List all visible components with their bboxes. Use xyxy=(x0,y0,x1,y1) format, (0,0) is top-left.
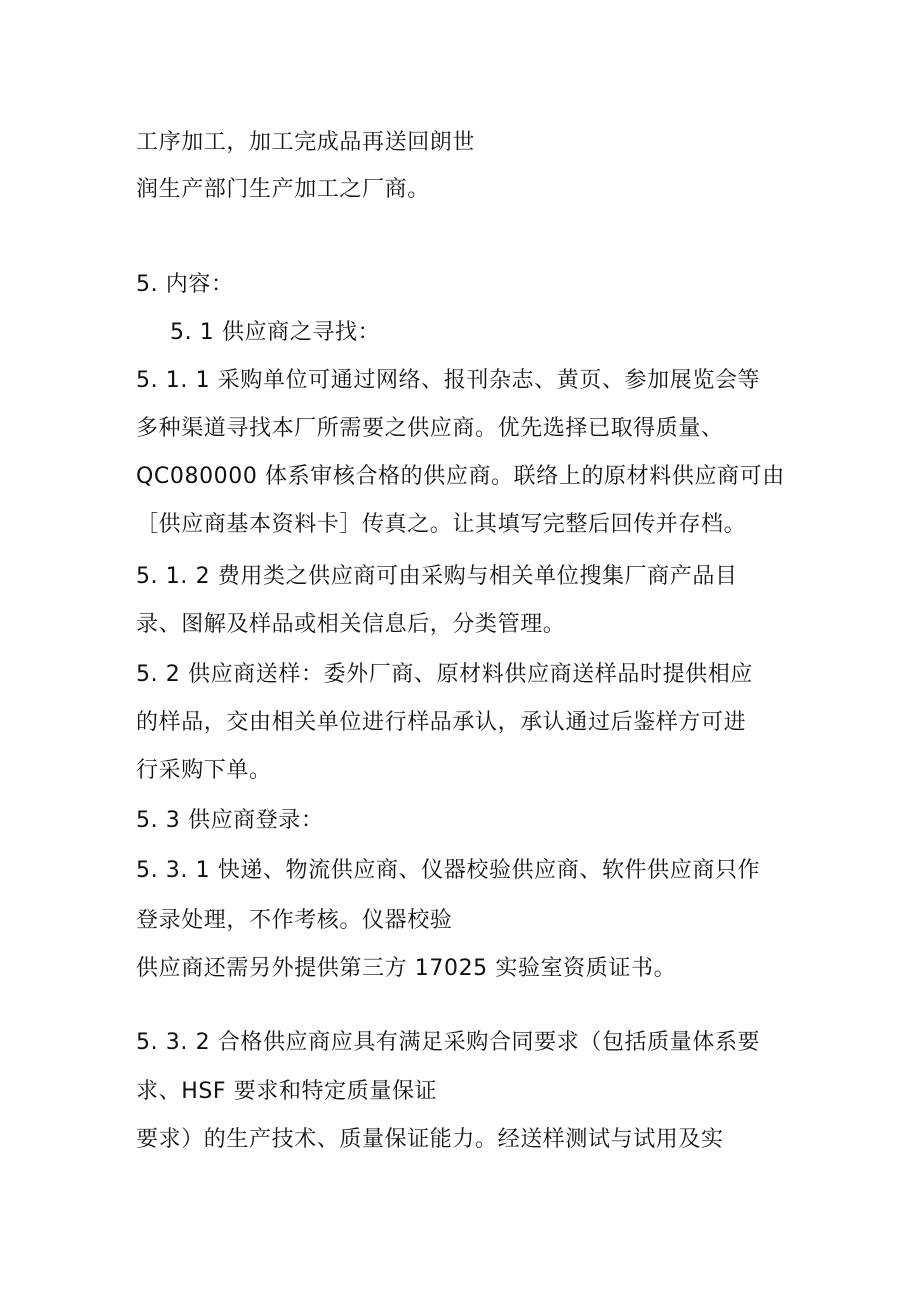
text-line: 登录处理，不作考核。仪器校验 xyxy=(136,908,453,933)
text-line: 供应商还需另外提供第三方 17025 实验室资质证书。 xyxy=(136,956,677,981)
subsection-heading: 5. 1 供应商之寻找： xyxy=(170,320,381,345)
text-line: 求、HSF 要求和特定质量保证 xyxy=(136,1079,438,1104)
text-line: 5. 1. 2 费用类之供应商可由采购与相关单位搜集厂商产品目 xyxy=(136,564,738,589)
text-line: 5. 2 供应商送样：委外厂商、原材料供应商送样品时提供相应 xyxy=(136,662,753,687)
text-line: 工序加工，加工完成品再送回朗世 xyxy=(136,130,476,155)
text-line: 行采购下单。 xyxy=(136,758,272,783)
text-line: 润生产部门生产加工之厂商。 xyxy=(136,177,430,202)
text-line: ［供应商基本资料卡］传真之。让其填写完整后回传并存档。 xyxy=(136,512,747,537)
text-line: 的样品，交由相关单位进行样品承认，承认通过后鉴样方可进 xyxy=(136,710,747,735)
text-line: 要求）的生产技术、质量保证能力。经送样测试与试用及实 xyxy=(136,1127,724,1152)
text-line: 5. 3. 1 快递、物流供应商、仪器校验供应商、软件供应商只作 xyxy=(136,858,761,883)
text-line: 多种渠道寻找本厂所需要之供应商。优先选择已取得质量、 xyxy=(136,416,724,441)
subsection-heading: 5. 3 供应商登录： xyxy=(136,808,324,833)
section-heading: 5. 内容： xyxy=(136,272,234,297)
text-line: 5. 3. 2 合格供应商应具有满足采购合同要求（包括质量体系要 xyxy=(136,1030,761,1055)
text-line: 录、图解及样品或相关信息后，分类管理。 xyxy=(136,612,566,637)
text-line: 5. 1. 1 采购单位可通过网络、报刊杂志、黄页、参加展览会等 xyxy=(136,368,761,393)
text-line: QC080000 体系审核合格的供应商。联络上的原材料供应商可由 xyxy=(136,464,785,489)
